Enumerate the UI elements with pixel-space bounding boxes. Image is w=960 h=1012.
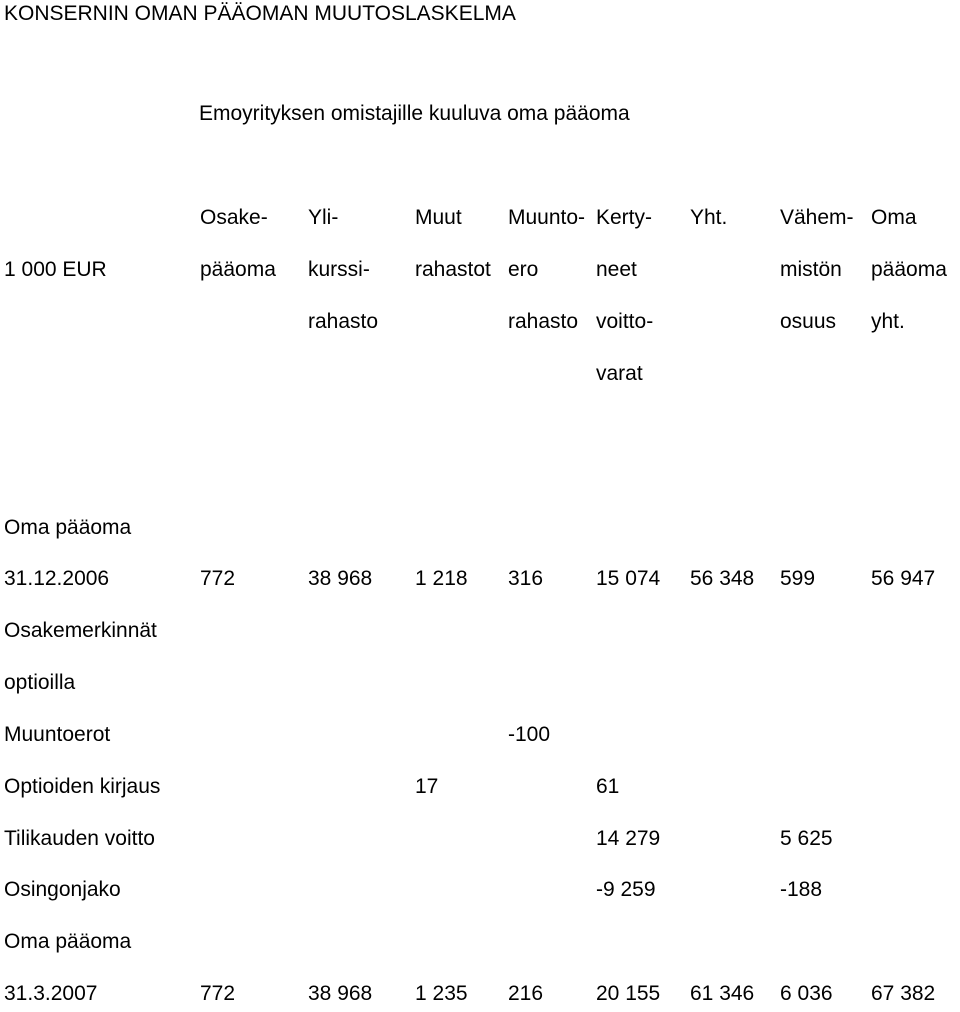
body-cell: -188 xyxy=(780,878,823,901)
body-cell: optioilla xyxy=(4,671,76,694)
body-cell: Optioiden kirjaus xyxy=(4,775,161,798)
header-cell: mistön xyxy=(780,258,842,281)
body-cell: 56 348 xyxy=(690,567,755,590)
header-cell: rahasto xyxy=(508,310,579,333)
body-cell: 38 968 xyxy=(308,567,373,590)
table-subtitle: Emoyrityksen omistajille kuuluva oma pääoma xyxy=(199,102,630,125)
header-cell: 1 000 EUR xyxy=(4,258,107,281)
body-cell: 15 074 xyxy=(596,567,661,590)
body-cell: 772 xyxy=(200,982,236,1005)
body-cell: 1 235 xyxy=(415,982,468,1005)
header-cell: voitto- xyxy=(596,310,654,333)
body-cell: Osakemerkinnät xyxy=(4,619,157,642)
header-row xyxy=(0,310,960,340)
body-row xyxy=(0,567,960,597)
body-cell: 17 xyxy=(415,775,439,798)
header-cell: Yht. xyxy=(690,206,728,229)
header-cell: Vähem- xyxy=(780,206,854,229)
header-cell: Osake- xyxy=(200,206,268,229)
body-cell: Oma pääoma xyxy=(4,516,132,539)
body-cell: -9 259 xyxy=(596,878,656,901)
body-row xyxy=(0,827,960,857)
body-cell: Muuntoerot xyxy=(4,723,111,746)
header-row xyxy=(0,206,960,236)
body-row xyxy=(0,930,960,960)
body-cell: 216 xyxy=(508,982,544,1005)
header-row xyxy=(0,258,960,288)
header-cell: pääoma xyxy=(200,258,276,281)
body-cell: Osingonjako xyxy=(4,878,121,901)
body-row xyxy=(0,982,960,1012)
body-cell: 1 218 xyxy=(415,567,468,590)
body-cell: 772 xyxy=(200,567,236,590)
body-cell: Tilikauden voitto xyxy=(4,827,155,850)
header-cell: Muut xyxy=(415,206,462,229)
body-row xyxy=(0,723,960,753)
header-cell: rahastot xyxy=(415,258,491,281)
body-cell: 599 xyxy=(780,567,816,590)
body-cell: 14 279 xyxy=(596,827,661,850)
header-cell: osuus xyxy=(780,310,837,333)
body-row xyxy=(0,619,960,649)
body-row xyxy=(0,671,960,701)
header-cell: Muunto- xyxy=(508,206,586,229)
page-title: KONSERNIN OMAN PÄÄOMAN MUUTOSLASKELMA xyxy=(4,2,516,25)
header-cell: Oma xyxy=(871,206,917,229)
body-cell: 6 036 xyxy=(780,982,833,1005)
body-cell: 61 xyxy=(596,775,620,798)
header-cell: neet xyxy=(596,258,637,281)
body-row xyxy=(0,516,960,546)
header-cell: ero xyxy=(508,258,539,281)
body-cell: Oma pääoma xyxy=(4,930,132,953)
header-cell: Kerty- xyxy=(596,206,653,229)
header-cell: varat xyxy=(596,362,643,385)
header-cell: yht. xyxy=(871,310,905,333)
body-cell: 56 947 xyxy=(871,567,936,590)
body-cell: 67 382 xyxy=(871,982,936,1005)
body-cell: 61 346 xyxy=(690,982,755,1005)
header-cell: rahasto xyxy=(308,310,379,333)
header-cell: pääoma xyxy=(871,258,947,281)
body-cell: 31.12.2006 xyxy=(4,567,110,590)
body-cell: 20 155 xyxy=(596,982,661,1005)
body-row xyxy=(0,775,960,805)
body-cell: -100 xyxy=(508,723,551,746)
header-cell: Yli- xyxy=(308,206,339,229)
body-cell: 31.3.2007 xyxy=(4,982,98,1005)
body-cell: 316 xyxy=(508,567,544,590)
body-row xyxy=(0,878,960,908)
header-cell: kurssi- xyxy=(308,258,370,281)
header-row xyxy=(0,362,960,392)
body-cell: 38 968 xyxy=(308,982,373,1005)
body-cell: 5 625 xyxy=(780,827,833,850)
